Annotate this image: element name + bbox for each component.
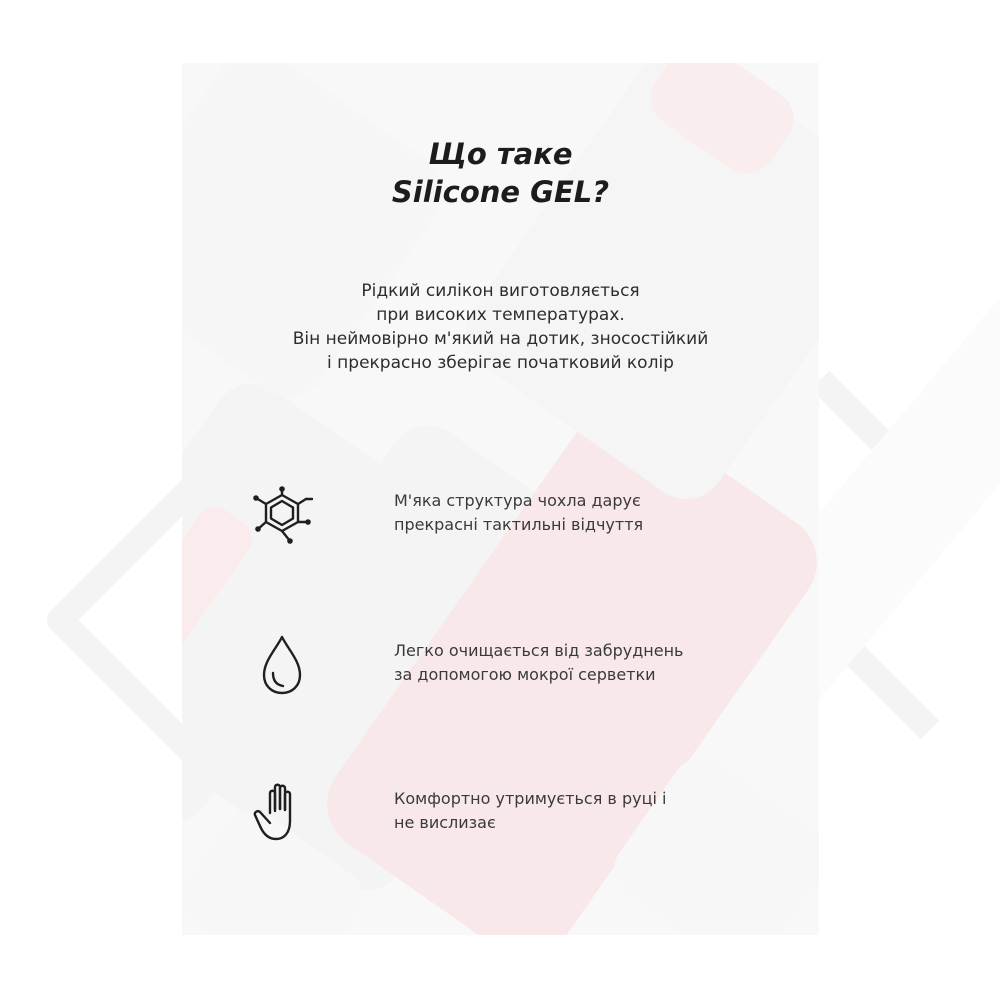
feature-comfortable-grip — [182, 773, 819, 853]
feature-text — [394, 787, 666, 835]
intro-line-1: Рідкий силікон виготовляється — [361, 281, 640, 301]
water-drop-icon — [242, 625, 322, 705]
feature-2-line-2: за допомогою мокрої серветки — [394, 665, 656, 684]
intro-line-4: і прекрасно зберігає початковий колір — [327, 353, 674, 373]
intro-line-3: Він неймовірно м'який на дотик, зносостійкий — [292, 329, 709, 349]
feature-easy-clean — [182, 625, 819, 705]
feature-1-line-2: прекрасні тактильні відчуття — [394, 515, 644, 534]
feature-3-line-2: не вислизає — [394, 813, 496, 832]
feature-2-line-1: Легко очищається від забруднень — [394, 641, 684, 660]
feature-3-line-1: Комфортно утримується в руці і — [394, 789, 667, 808]
feature-1-line-1: М'яка структура чохла дарує — [394, 491, 641, 510]
feature-text — [394, 489, 643, 537]
molecule-icon — [242, 475, 322, 555]
title-line-2: Silicone GEL? — [391, 175, 610, 209]
intro-text — [182, 279, 819, 375]
feature-soft-structure — [182, 475, 819, 555]
info-card — [182, 63, 819, 935]
intro-line-2: при високих температурах. — [376, 305, 625, 325]
hand-icon — [242, 773, 322, 853]
title-line-1: Що таке — [428, 137, 573, 171]
feature-text — [394, 639, 683, 687]
page-title — [182, 135, 819, 211]
